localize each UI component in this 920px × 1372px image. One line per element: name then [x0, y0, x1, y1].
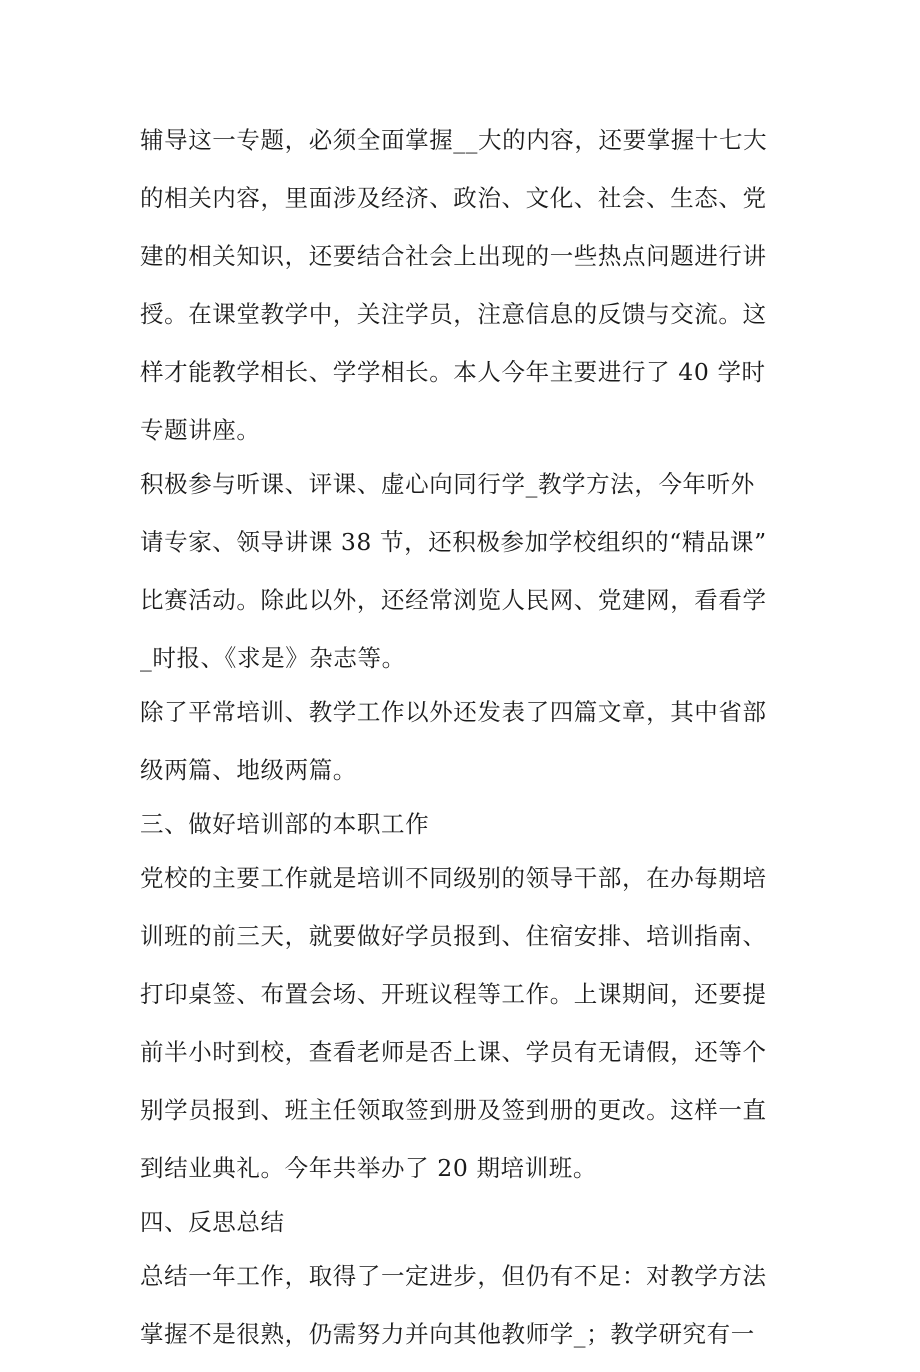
text-line: 的相关内容，里面涉及经济、政治、文化、社会、生态、党 — [140, 184, 767, 212]
text-line: 建的相关知识，还要结合社会上出现的一些热点问题进行讲 — [140, 242, 767, 270]
text-line: 级两篇、地级两篇。 — [140, 756, 357, 784]
text-line: 党校的主要工作就是培训不同级别的领导干部，在办每期培 — [140, 864, 767, 892]
text-line: 请专家、领导讲课 38 节，还积极参加学校组织的“精品课” — [140, 528, 767, 556]
text-line: 到结业典礼。今年共举办了 20 期培训班。 — [140, 1154, 597, 1182]
text-line: 辅导这一专题，必须全面掌握__大的内容，还要掌握十七大 — [140, 126, 768, 154]
text-line: 授。在课堂教学中，关注学员，注意信息的反馈与交流。这 — [140, 300, 767, 328]
text-line: 除了平常培训、教学工作以外还发表了四篇文章，其中省部 — [140, 698, 767, 726]
text-line: 样才能教学相长、学学相长。本人今年主要进行了 40 学时 — [140, 358, 766, 386]
text-line: 训班的前三天，就要做好学员报到、住宿安排、培训指南、 — [140, 922, 767, 950]
text-line: 积极参与听课、评课、虚心向同行学_教学方法，今年听外 — [140, 470, 755, 498]
text-line: 比赛活动。除此以外，还经常浏览人民网、党建网，看看学 — [140, 586, 767, 614]
text-line: 打印桌签、布置会场、开班议程等工作。上课期间，还要提 — [140, 980, 767, 1008]
section-heading: 四、反思总结 — [140, 1208, 285, 1236]
text-line: 前半小时到校，查看老师是否上课、学员有无请假，还等个 — [140, 1038, 767, 1066]
text-line: 别学员报到、班主任领取签到册及签到册的更改。这样一直 — [140, 1096, 767, 1124]
document-body — [140, 120, 790, 1372]
text-line: 专题讲座。 — [140, 416, 261, 444]
text-line: 掌握不是很熟，仍需努力并向其他教师学_；教学研究有一 — [140, 1320, 755, 1348]
text-line: 总结一年工作，取得了一定进步，但仍有不足：对教学方法 — [140, 1262, 767, 1290]
section-heading: 三、做好培训部的本职工作 — [140, 810, 430, 838]
text-line: _时报、《求是》杂志等。 — [140, 644, 406, 672]
